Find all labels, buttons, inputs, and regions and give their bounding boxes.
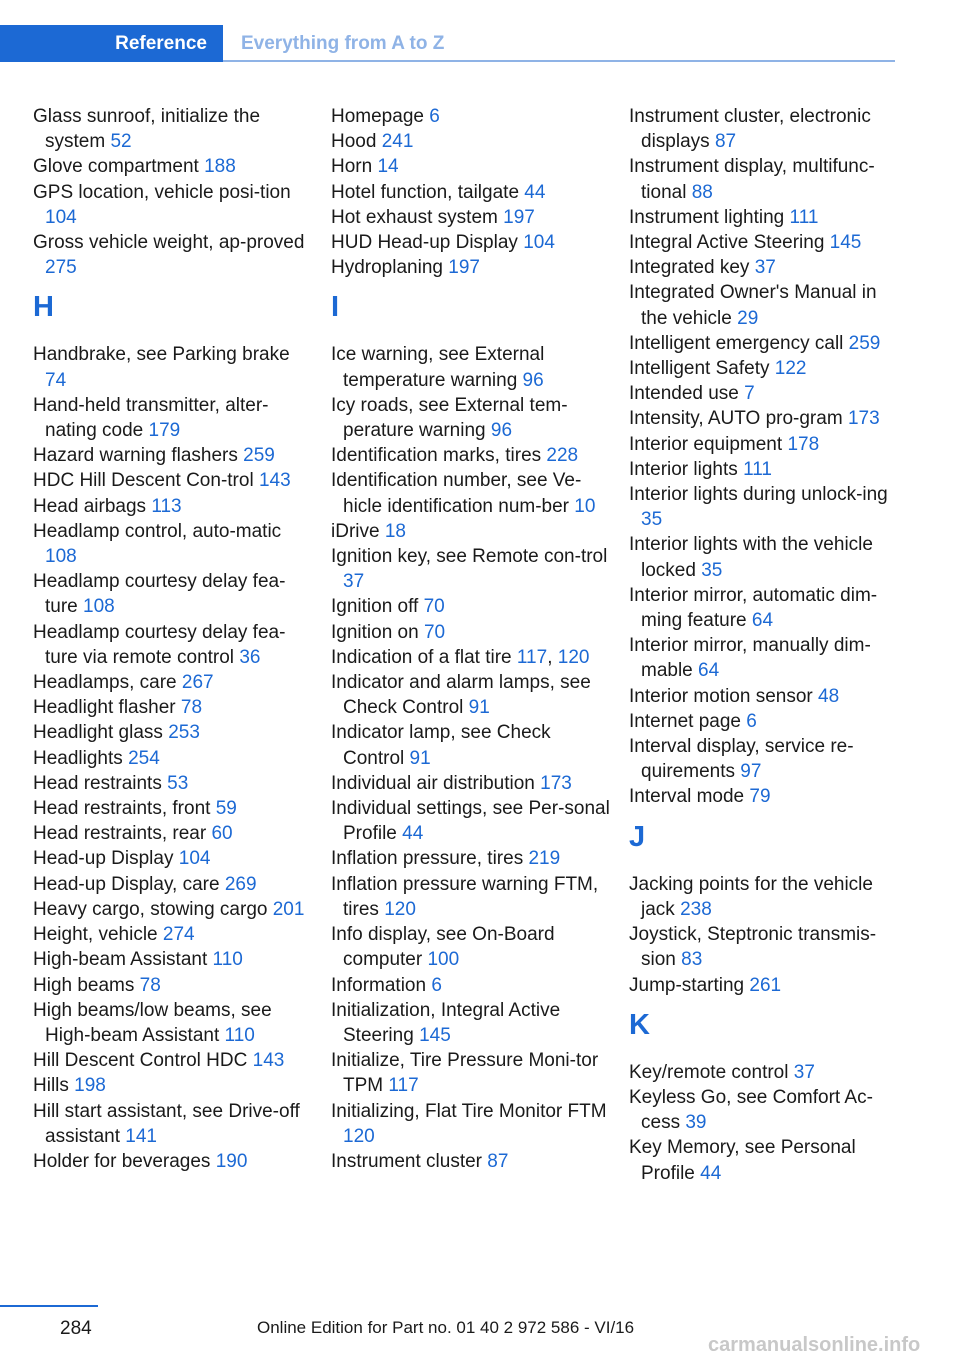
index-entry — [33, 695, 315, 720]
page-link[interactable]: 190 — [215, 1150, 248, 1172]
entry-term: Key/remote control — [629, 1061, 789, 1083]
index-entry — [629, 633, 897, 683]
index-entry — [331, 255, 613, 280]
index-entry — [331, 342, 613, 392]
entry-term: Key Memory, see Personal Profile — [629, 1137, 856, 1184]
index-entry — [33, 1099, 315, 1149]
index-entry — [629, 709, 897, 734]
entry-term: Jacking points for the vehicle jack — [629, 873, 873, 920]
page-link[interactable]: 259 — [243, 445, 275, 467]
page-link[interactable]: 36 — [239, 646, 261, 668]
index-entry — [33, 468, 315, 493]
entry-term: Intelligent emergency call — [629, 332, 844, 354]
footer-rule — [0, 1305, 98, 1307]
index-entry — [33, 720, 315, 745]
page-link[interactable]: 120 — [384, 898, 416, 920]
index-entry — [33, 393, 315, 443]
entry-term: Hills — [33, 1075, 69, 1097]
index-entry — [33, 569, 315, 619]
entry-term: Interior equipment — [629, 433, 783, 455]
entry-term: Indicator lamp, see Check Control — [331, 722, 551, 769]
index-entry — [331, 998, 613, 1048]
entry-term: Headlamps, care — [33, 672, 177, 694]
entry-term: Head restraints — [33, 772, 162, 794]
index-entry — [33, 998, 315, 1048]
index-entry — [629, 482, 897, 532]
entry-term: Individual settings, see Per-sonal Profile — [331, 798, 610, 845]
index-entry — [331, 104, 613, 129]
page-link[interactable]: 60 — [211, 823, 233, 845]
entry-term: Initialize, Tire Pressure Moni-tor TPM — [331, 1050, 599, 1097]
index-entry — [629, 255, 897, 280]
index-entry — [629, 280, 897, 330]
entry-term: Integral Active Steering — [629, 232, 825, 254]
page-link[interactable]: 44 — [524, 181, 546, 203]
entry-term: Instrument cluster — [331, 1150, 482, 1172]
entry-term: Head restraints, rear — [33, 823, 207, 845]
page-link[interactable]: 88 — [691, 181, 713, 203]
section-tab: Reference — [0, 25, 223, 62]
entry-term: Interior mirror, automatic dim-ming feature — [629, 584, 878, 632]
page-link[interactable]: 141 — [125, 1125, 157, 1147]
page-link[interactable]: 35 — [701, 559, 723, 581]
page-link[interactable]: 108 — [45, 546, 77, 568]
entry-term: Holder for beverages — [33, 1150, 211, 1172]
entry-term: Headlights — [33, 747, 123, 769]
index-entry — [629, 872, 897, 922]
entry-term: Hood — [331, 131, 377, 153]
index-entry — [331, 1048, 613, 1098]
page-link[interactable]: 35 — [641, 509, 663, 531]
index-entry — [331, 720, 613, 770]
entry-term: Intelligent Safety — [629, 358, 770, 380]
entry-term: Interior motion sensor — [629, 685, 813, 707]
page-link[interactable]: 70 — [423, 596, 445, 618]
page-link[interactable]: 173 — [540, 772, 572, 794]
page-link[interactable]: 188 — [204, 156, 236, 178]
entry-term: HUD Head-up Display — [331, 232, 518, 254]
entry-term: Initialization, Integral Active Steering — [331, 999, 561, 1046]
index-entry — [33, 154, 315, 179]
index-entry — [331, 620, 613, 645]
index-entry — [33, 230, 315, 280]
page-link[interactable]: 64 — [751, 610, 774, 632]
entry-term: Jump-starting — [629, 974, 745, 996]
watermark: carmanualsonline.info — [708, 1334, 921, 1356]
page-link[interactable]: 122 — [774, 358, 807, 380]
page-link[interactable]: 111 — [743, 458, 772, 480]
page-link[interactable]: 37 — [793, 1061, 815, 1083]
index-column-1 — [33, 104, 315, 1174]
index-entry — [331, 230, 613, 255]
index-entry — [629, 784, 897, 809]
page-link[interactable]: 97 — [740, 761, 762, 783]
index-entry — [629, 406, 897, 431]
entry-term: Interval display, service re-quirements — [629, 736, 854, 783]
page-link[interactable]: 64 — [698, 660, 720, 682]
entry-term: High beams — [33, 974, 135, 996]
index-entry — [629, 973, 897, 998]
entry-term: Height, vehicle — [33, 924, 158, 946]
index-entry — [33, 771, 315, 796]
page-link[interactable]: 14 — [377, 156, 399, 178]
entry-term: Hand-held transmitter, alter-nating code — [33, 394, 269, 442]
index-entry — [629, 205, 897, 230]
entry-term: Hotel function, tailgate — [331, 181, 520, 203]
subsection-title: Everything from A to Z — [241, 32, 445, 54]
page-link[interactable]: 143 — [252, 1050, 285, 1072]
page-link[interactable]: 241 — [381, 131, 414, 153]
page-link[interactable]: 29 — [737, 307, 759, 329]
page-link[interactable]: 110 — [212, 949, 243, 971]
entry-term: Identification number, see Ve-hicle identification num-ber — [331, 470, 582, 517]
index-entry — [629, 356, 897, 381]
index-entry — [331, 922, 613, 972]
index-entry — [33, 104, 315, 154]
index-entry — [331, 1149, 613, 1174]
entry-term: Headlight glass — [33, 722, 163, 744]
page-link[interactable]: 7 — [744, 383, 755, 405]
entry-term: High beams/low beams, see High-beam Assistant — [33, 999, 272, 1046]
page-link[interactable]: 254 — [128, 747, 160, 769]
index-entry — [33, 746, 315, 771]
entry-term: Ice warning, see External temperature warning — [331, 344, 545, 391]
page-link[interactable]: 261 — [749, 974, 782, 996]
page-link[interactable]: 178 — [787, 433, 820, 455]
page-link[interactable]: 269 — [224, 873, 257, 895]
index-column-2 — [331, 104, 613, 1174]
index-entry — [331, 973, 613, 998]
index-entry — [33, 180, 315, 230]
page-link[interactable]: 275 — [45, 257, 77, 279]
entry-term: Instrument lighting — [629, 206, 785, 228]
page-link[interactable]: 267 — [181, 672, 214, 694]
entry-term: Interior mirror, manually dim-mable — [629, 635, 871, 682]
page-link[interactable]: 197 — [448, 257, 480, 279]
page-link[interactable]: 197 — [503, 206, 535, 228]
index-entry — [331, 846, 613, 871]
index-letter-heading: J — [629, 820, 646, 853]
page-link[interactable]: 238 — [680, 898, 712, 920]
index-entry — [331, 796, 613, 846]
page-number: 284 — [60, 1318, 92, 1339]
entry-term: Integrated Owner's Manual in the vehicle — [629, 282, 877, 329]
entry-term: Indicator and alarm lamps, see Check Control — [331, 672, 591, 719]
page-link[interactable]: 37 — [754, 257, 776, 279]
page-link[interactable]: 10 — [574, 495, 596, 517]
index-entry — [629, 457, 897, 482]
page-link[interactable]: 179 — [148, 420, 181, 442]
entry-term: Integrated key — [629, 257, 750, 279]
entry-term: Hot exhaust system — [331, 206, 498, 228]
entry-term: Glove compartment — [33, 156, 199, 178]
page-link[interactable]: 110 — [224, 1024, 255, 1046]
index-entry — [331, 670, 613, 720]
entry-term: Hill start assistant, see Drive-off assistant — [33, 1100, 300, 1147]
entry-term: Glass sunroof, initialize the system — [33, 106, 261, 153]
index-entry — [331, 129, 613, 154]
index-entry — [33, 973, 315, 998]
page-link[interactable]: 78 — [180, 697, 203, 719]
page-link[interactable]: 91 — [468, 697, 490, 719]
index-entry — [331, 205, 613, 230]
page-link[interactable]: 228 — [546, 445, 579, 467]
page-link[interactable]: 83 — [681, 949, 703, 971]
entry-term: iDrive — [331, 520, 380, 542]
index-entry: Indication of a flat tire 117, 120 — [331, 646, 590, 668]
index-entry — [331, 872, 613, 922]
entry-term: Individual air distribution — [331, 772, 535, 794]
page-link[interactable]: 219 — [528, 848, 561, 870]
page-link[interactable]: 201 — [272, 898, 305, 920]
entry-term: Headlamp control, auto-matic — [33, 520, 282, 542]
page-link[interactable]: 143 — [258, 470, 291, 492]
page-link[interactable]: 53 — [167, 772, 189, 794]
index-entry — [33, 443, 315, 468]
entry-term: Headlamp courtesy delay fea-ture — [33, 571, 286, 618]
entry-term: Head-up Display — [33, 848, 174, 870]
page-link[interactable]: 274 — [162, 924, 195, 946]
page-link[interactable]: 111 — [789, 206, 819, 228]
entry-term: Heavy cargo, stowing cargo — [33, 898, 268, 920]
index-entry — [33, 1073, 315, 1098]
index-entry — [629, 331, 897, 356]
entry-term: Interior lights during unlock-ing — [629, 484, 888, 506]
index-entry — [331, 180, 613, 205]
index-letter-heading: H — [33, 291, 54, 324]
index-entry — [33, 846, 315, 871]
entry-term: Homepage — [331, 106, 424, 127]
page-link[interactable]: 108 — [83, 596, 115, 618]
entry-term: Initializing, Flat Tire Monitor FTM — [331, 1100, 607, 1122]
page-link[interactable]: 78 — [139, 974, 161, 996]
page-link[interactable]: 18 — [384, 520, 406, 542]
entry-term: Instrument display, multifunc-tional — [629, 156, 875, 203]
edition-note: Online Edition for Part no. 01 40 2 972 586 - VI/16 — [257, 1318, 635, 1337]
entry-term: Icy roads, see External tem-perature warning — [331, 394, 568, 442]
entry-term: High-beam Assistant — [33, 949, 208, 971]
page-link[interactable]: 100 — [427, 949, 460, 971]
index-entry — [629, 1135, 897, 1185]
index-entry — [629, 104, 897, 154]
page-link[interactable]: 52 — [110, 131, 132, 153]
entry-term: Inflation pressure warning FTM, tires — [331, 873, 599, 920]
index-entry — [331, 519, 613, 544]
page-link[interactable]: 104 — [178, 848, 211, 870]
index-letter-heading: I — [331, 291, 340, 324]
index-entry — [33, 342, 315, 392]
entry-term: Interval mode — [629, 786, 745, 808]
entry-term: Identification marks, tires — [331, 445, 542, 467]
page-link[interactable]: 70 — [423, 621, 446, 643]
page-link[interactable]: 145 — [419, 1024, 451, 1046]
entry-term: Hazard warning flashers — [33, 445, 238, 467]
page-link[interactable]: 6 — [431, 974, 442, 996]
entry-term: Internet page — [629, 710, 741, 732]
page-link[interactable]: 87 — [487, 1150, 509, 1172]
index-entry — [629, 230, 897, 255]
page-link[interactable]: 79 — [749, 786, 771, 808]
entry-term: Indication of a flat tire — [331, 646, 512, 668]
page-link[interactable]: 253 — [168, 722, 200, 744]
page-link[interactable]: 198 — [74, 1075, 106, 1097]
index-entry — [629, 1060, 897, 1085]
page-link[interactable]: 44 — [402, 823, 424, 845]
entry-term: Headlamp courtesy delay fea-ture via remote control — [33, 621, 286, 668]
index-entry — [629, 432, 897, 457]
index-entry — [331, 154, 613, 179]
index-entry — [331, 1099, 613, 1149]
page-link[interactable]: 259 — [848, 332, 881, 354]
index-entry — [33, 947, 315, 972]
page-link[interactable]: 120 — [557, 646, 590, 668]
entry-term: Ignition on — [331, 621, 419, 643]
index-entry — [33, 872, 315, 897]
page-link[interactable]: 37 — [343, 571, 365, 593]
entry-term: Head-up Display, care — [33, 873, 220, 895]
index-entry — [33, 1149, 315, 1174]
entry-term: Keyless Go, see Comfort Ac-cess — [629, 1086, 873, 1134]
index-entry — [33, 922, 315, 947]
index-entry — [629, 583, 897, 633]
index-entry — [629, 154, 897, 204]
page-link[interactable]: 48 — [818, 685, 840, 707]
page-link[interactable]: 87 — [714, 131, 737, 153]
page-link[interactable]: 117 — [516, 646, 548, 668]
page-link[interactable]: 96 — [522, 369, 544, 391]
index-entry — [629, 381, 897, 406]
page-link[interactable]: 6 — [746, 710, 757, 732]
index-entry — [33, 620, 315, 670]
page-link[interactable]: 104 — [45, 206, 77, 228]
entry-term: Headlight flasher — [33, 697, 176, 719]
entry-term: Inflation pressure, tires — [331, 848, 524, 870]
page-link[interactable]: 74 — [45, 369, 67, 391]
page-link[interactable]: 117 — [388, 1075, 419, 1097]
page-link[interactable]: 59 — [215, 798, 237, 820]
entry-term: Horn — [331, 156, 373, 178]
index-entry — [629, 684, 897, 709]
index-entry — [33, 1048, 315, 1073]
page-link[interactable]: 173 — [847, 408, 880, 430]
index-entry — [33, 670, 315, 695]
page-link[interactable]: 120 — [343, 1125, 375, 1147]
entry-term: Interior lights with the vehicle locked — [629, 534, 873, 581]
index-entry — [331, 594, 613, 619]
index-entry — [629, 922, 897, 972]
index-entry — [629, 734, 897, 784]
entry-term: HDC Hill Descent Con-trol — [33, 470, 254, 492]
index-entry — [331, 393, 613, 443]
entry-term: Ignition off — [331, 596, 419, 618]
index-entry — [629, 1085, 897, 1135]
entry-term: Info display, see On-Board computer — [331, 924, 555, 971]
entry-term: Joystick, Steptronic transmis-sion — [629, 924, 877, 971]
page-link[interactable]: 39 — [685, 1112, 707, 1134]
page-link[interactable]: 91 — [409, 747, 431, 769]
entry-term: Gross vehicle weight, ap-proved — [33, 232, 305, 254]
entry-term: GPS location, vehicle posi-tion — [33, 181, 291, 203]
index-letter-heading: K — [629, 1008, 650, 1041]
index-entry — [629, 532, 897, 582]
index-entry — [33, 796, 315, 821]
index-column-3 — [629, 104, 897, 1186]
index-entry — [331, 443, 613, 468]
page-link[interactable]: 104 — [523, 232, 555, 254]
entry-term: Hill Descent Control HDC — [33, 1050, 248, 1072]
index-entry — [331, 771, 613, 796]
index-entry — [33, 494, 315, 519]
header-rule — [223, 60, 895, 62]
page-link[interactable]: 96 — [490, 420, 513, 442]
page-link[interactable]: 44 — [700, 1162, 722, 1184]
index-entry — [33, 519, 315, 569]
index-entry — [331, 468, 613, 518]
entry-term: Handbrake, see Parking brake — [33, 344, 290, 366]
page-link[interactable]: 113 — [151, 495, 182, 517]
entry-term: Intensity, AUTO pro-gram — [629, 408, 843, 430]
index-entry — [33, 821, 315, 846]
page-link[interactable]: 145 — [829, 232, 862, 254]
entry-term: Instrument cluster, electronic displays — [629, 106, 871, 153]
entry-term: Information — [331, 974, 427, 996]
entry-term: Hydroplaning — [331, 257, 443, 279]
entry-term: Intended use — [629, 383, 739, 405]
page-link[interactable]: 6 — [429, 106, 440, 127]
index-entry — [331, 544, 613, 594]
index-entry — [33, 897, 315, 922]
entry-term: Head airbags — [33, 495, 147, 517]
entry-term: Head restraints, front — [33, 798, 211, 820]
entry-term: Ignition key, see Remote con-trol — [331, 546, 608, 568]
entry-term: Interior lights — [629, 458, 738, 480]
